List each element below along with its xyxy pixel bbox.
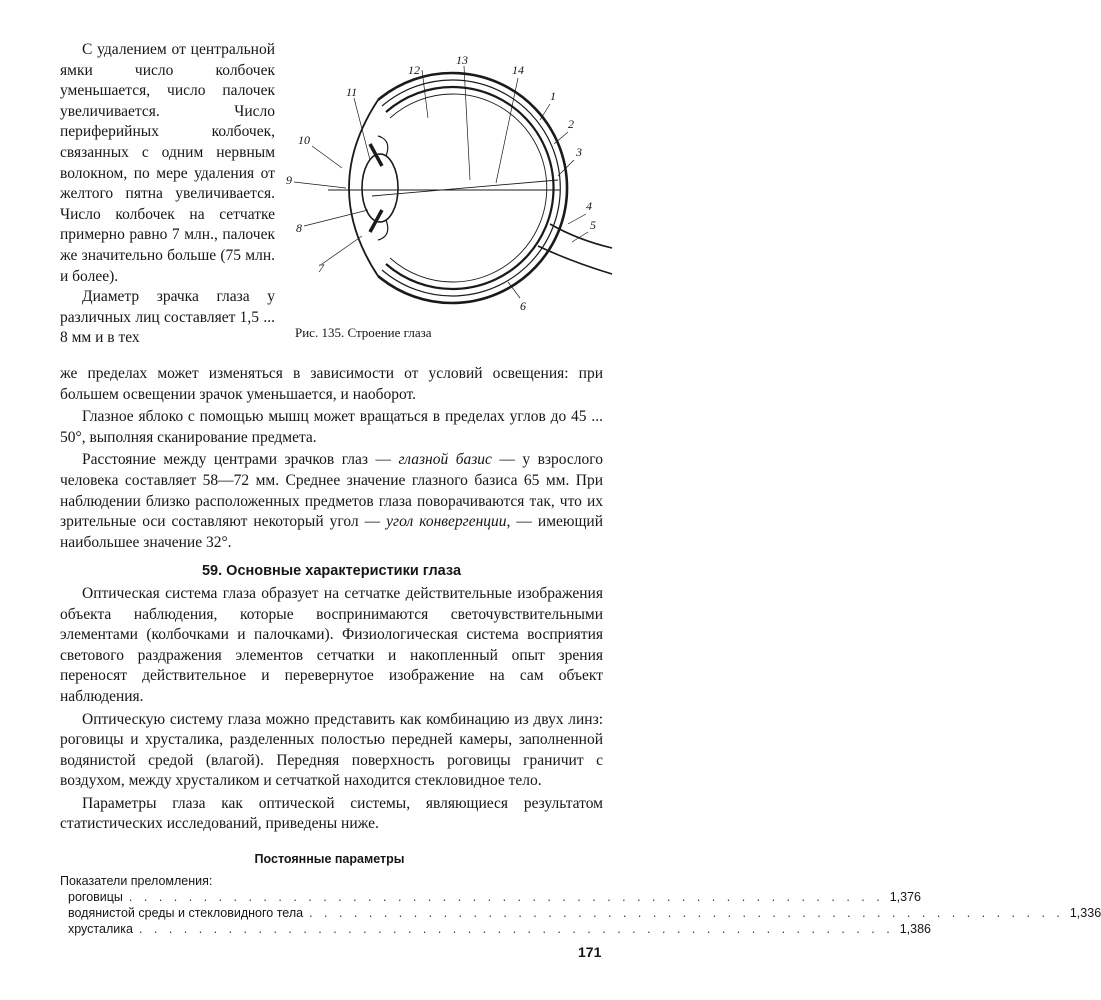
leader-7: [322, 236, 362, 264]
visual-axis: [372, 180, 558, 196]
narrow-text-column: [60, 40, 275, 349]
fig-label-6: 6: [520, 299, 526, 313]
fig-label-12: 12: [408, 63, 420, 77]
fig-label-4: 4: [586, 199, 592, 213]
paragraph-cones-rods: С удалением от центральной ямки число колбочек уменьшается, число палочек увеличивается. Число периферийных колбочек, связанных с одним нервным волокном, по мере удаления от желтого пятна увеличивается. Число колбочек на сетчатке примерно равно 7 млн., палочек же значительно больше (75 млн. и более).: [60, 41, 275, 285]
fig-label-1: 1: [550, 89, 556, 103]
sclera-outer: [378, 73, 567, 303]
paragraph-eye-basis: [60, 450, 603, 553]
main-text-column: [60, 364, 603, 837]
fig-label-8: 8: [296, 221, 302, 235]
fig-label-10: 10: [298, 133, 310, 147]
fig-label-3: 3: [576, 145, 582, 159]
basis-text-3: , — имеющий наибольшее значение 32°.: [60, 513, 603, 551]
constants-group-label: Показатели преломления:: [60, 874, 213, 888]
leader-9: [294, 182, 346, 188]
sclera-inner: [382, 80, 560, 296]
eye-structure-figure: [282, 48, 634, 348]
fig-label-9: 9: [286, 173, 292, 187]
paragraph-optical-system: Оптическая система глаза образует на сетчатке действительные изображения объекта наблюдения, которые воспринимаются светочувствительными элементами (колбочками и палочками). Физиологическая система восприятия светового раздражения элементов сетчатки и накопленный опыт зрения переносят действительное и перевернутое изображение на сам объект наблюдения.: [60, 584, 603, 705]
fig-label-2: 2: [568, 117, 574, 131]
leader-14: [496, 78, 518, 183]
paragraph-two-lenses: Оптическую систему глаза можно представить как комбинацию из двух линз: роговицы и хрусталика, разделенных полостью передней камеры, заполненной водянистой средой (влагой). Передняя поверхность роговицы граничит с воздухом, между хрусталиком и сетчаткой находится стекловидное тело.: [60, 710, 603, 790]
optic-nerve-bottom: [538, 246, 612, 274]
table-row: [60, 889, 921, 905]
leader-dots: . . . . . . . . . . . . . . . . . . . . . . . . . . . . . . . . . . . . . . . . . . . . . . . . . . .: [309, 906, 1064, 920]
basis-text-1: Расстояние между центрами зрачков глаз —: [82, 451, 399, 469]
fig-label-7: 7: [318, 261, 324, 275]
leader-1: [540, 104, 550, 120]
section-heading: 59. Основные характеристики глаза: [201, 563, 462, 580]
term-eye-basis: глазной базис: [398, 451, 492, 469]
leader-13: [464, 66, 470, 180]
row-value: 1,336: [1069, 906, 1101, 920]
paragraph-pupil-diameter: Диаметр зрачка глаза у различных лиц составляет 1,5 ... 8 мм и в тех: [60, 288, 275, 347]
fig-label-14: 14: [512, 63, 524, 77]
leader-4: [568, 214, 586, 224]
paragraph-continuation: же пределах может изменяться в зависимости от условий освещения: при большем освещении зрачок уменьшается, и наоборот.: [60, 365, 603, 403]
term-convergence-angle: угол конвергенции: [386, 513, 507, 531]
eye-diagram: [282, 48, 634, 328]
fig-label-11: 11: [346, 85, 358, 99]
leader-dots: . . . . . . . . . . . . . . . . . . . . . . . . . . . . . . . . . . . . . . . . . . . . . . . . . . .: [128, 890, 884, 904]
row-value: 1,376: [889, 890, 921, 904]
table-row: [60, 921, 931, 937]
fig-label-5: 5: [590, 218, 596, 232]
row-label: роговицы: [68, 890, 123, 904]
leader-10: [312, 146, 342, 168]
paragraph-parameters-intro: Параметры глаза как оптической системы, являющиеся результатом статистических исследований, приведены ниже.: [60, 794, 603, 833]
fig-label-13: 13: [456, 53, 468, 67]
table-row: [60, 905, 1101, 921]
row-value: 1,386: [899, 922, 931, 936]
row-label: хрусталика: [68, 922, 133, 936]
row-label: водянистой среды и стекловидного тела: [68, 906, 304, 920]
figure-caption: Рис. 135. Строение глаза: [295, 325, 432, 340]
ciliary-body-bottom: [378, 220, 388, 240]
ciliary-body-top: [378, 136, 388, 156]
leader-11: [354, 98, 370, 160]
paragraph-eye-rotation: Глазное яблоко с помощью мышц может вращаться в пределах углов до 45 ... 50°, выполняя сканирование предмета.: [60, 408, 603, 446]
basis-text-2: — у взрослого человека составляет 58—72 мм. Среднее значение глазного базиса 65 мм. При наблюдении близко расположенных предметов глаза поворачиваются так, что их зрительные оси составляют некоторый угол —: [60, 451, 603, 531]
leader-dots: . . . . . . . . . . . . . . . . . . . . . . . . . . . . . . . . . . . . . . . . . . . . . . . . . . .: [138, 922, 894, 936]
leader-8: [304, 210, 368, 226]
constants-table: [60, 873, 1101, 937]
constants-title: Постоянные параметры: [254, 852, 405, 866]
cornea: [349, 100, 378, 276]
page-number: 171: [578, 944, 602, 960]
